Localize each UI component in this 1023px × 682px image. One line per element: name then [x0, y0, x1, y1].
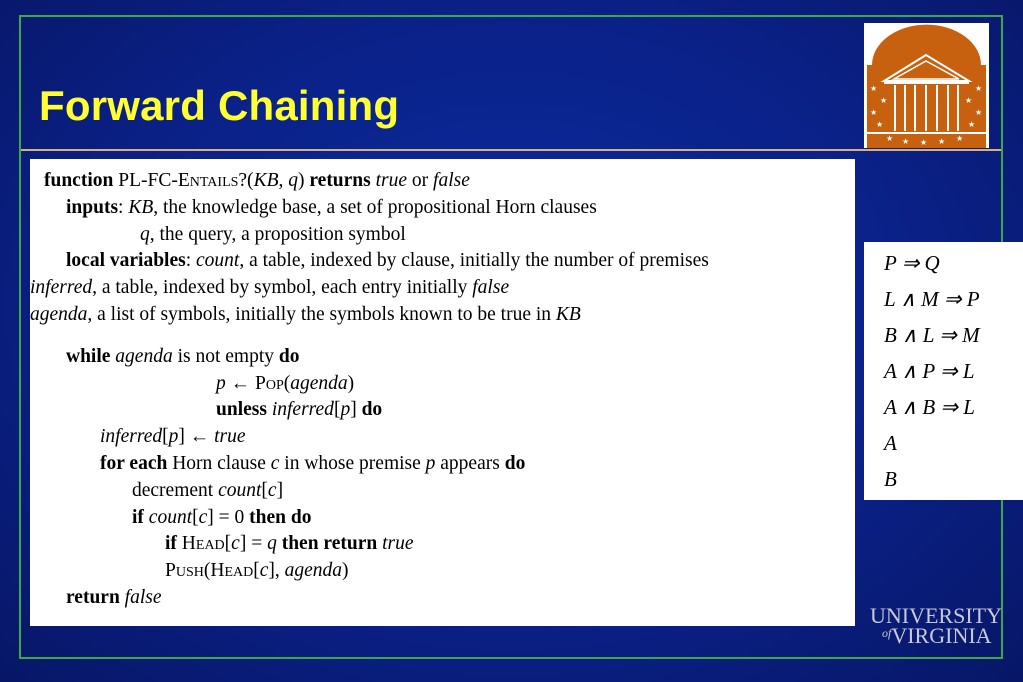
kb-clause: L ∧ M ⇒ P — [884, 287, 980, 311]
kb-clause: B — [884, 467, 897, 491]
algorithm-token: , a table, indexed by symbol, each entry initially — [92, 277, 473, 299]
algorithm-token: ] — [276, 479, 284, 501]
algorithm-line — [140, 224, 406, 246]
title-divider — [21, 149, 1001, 151]
algorithm-token: count — [218, 479, 262, 501]
uva-wordmark-line1: UNIVERSITY — [870, 603, 1002, 628]
algorithm-line — [30, 277, 509, 299]
algorithm-token: appears — [435, 453, 505, 474]
svg-text:★: ★ — [975, 84, 983, 93]
algorithm-token: ush — [175, 560, 204, 582]
algorithm-token: , a list of symbols, initially the symbols known to be true in — [87, 304, 556, 325]
algorithm-token: returns — [309, 170, 371, 191]
algorithm-token: [ — [162, 426, 169, 448]
algorithm-token: do — [504, 453, 526, 474]
svg-text:★: ★ — [902, 137, 910, 146]
algorithm-token: , a table, indexed by clause, initially the number of premises — [239, 250, 709, 272]
algorithm-box — [30, 159, 855, 626]
svg-text:★: ★ — [938, 137, 946, 146]
algorithm-token: ntails — [189, 170, 239, 191]
algorithm-token: c — [270, 453, 280, 474]
algorithm-token: H — [176, 533, 196, 555]
algorithm-token: p — [216, 372, 226, 394]
algorithm-token: local variables — [66, 250, 186, 272]
algorithm-token: (H — [203, 560, 225, 582]
algorithm-line — [216, 373, 354, 395]
algorithm-token: [ — [333, 399, 341, 421]
algorithm-token: ] ← — [178, 426, 215, 448]
algorithm-token: c — [267, 479, 277, 501]
algorithm-token: KB — [555, 304, 581, 325]
algorithm-line — [100, 453, 525, 475]
algorithm-token: function — [44, 170, 114, 191]
svg-text:★: ★ — [920, 138, 928, 147]
rotunda-logo — [864, 23, 989, 148]
algorithm-token: false — [472, 277, 510, 299]
algorithm-line — [100, 426, 246, 448]
algorithm-token: ( — [283, 372, 291, 394]
algorithm-token: ] = 0 — [207, 506, 250, 528]
svg-text:★: ★ — [880, 96, 888, 105]
algorithm-token: PL-FC-E — [113, 170, 190, 191]
algorithm-token: Horn clause — [167, 453, 271, 474]
algorithm-token: agenda — [115, 345, 173, 367]
algorithm-token: agenda — [30, 304, 88, 325]
algorithm-line — [66, 587, 162, 609]
uva-wordmark-virginia: VIRGINIA — [891, 623, 992, 648]
algorithm-token: true — [214, 426, 246, 448]
algorithm-token: ] — [350, 399, 362, 421]
algorithm-line — [66, 250, 709, 272]
algorithm-token: count — [148, 506, 193, 528]
algorithm-token: ], — [268, 560, 285, 582]
algorithm-token: ) — [342, 560, 349, 582]
algorithm-token: q — [267, 533, 277, 555]
algorithm-token: do — [278, 345, 300, 367]
algorithm-token: ead — [224, 560, 254, 582]
algorithm-line — [66, 197, 597, 219]
algorithm-token: , the query, a proposition symbol — [149, 223, 406, 245]
algorithm-token: KB — [253, 170, 279, 191]
algorithm-token: return — [66, 587, 120, 608]
algorithm-line — [165, 560, 349, 582]
algorithm-token: KB — [128, 196, 154, 218]
algorithm-token: : — [118, 196, 129, 218]
algorithm-token: then do — [249, 506, 312, 528]
algorithm-line — [44, 170, 470, 192]
kb-clause: A ∧ P ⇒ L — [884, 359, 975, 383]
svg-text:★: ★ — [968, 120, 976, 129]
algorithm-token: q — [288, 170, 298, 191]
algorithm-token: p — [168, 426, 179, 448]
algorithm-line — [66, 346, 299, 368]
algorithm-token: unless — [216, 399, 267, 421]
svg-text:★: ★ — [956, 134, 964, 143]
svg-text:★: ★ — [975, 108, 983, 117]
algorithm-token: c — [198, 506, 208, 528]
svg-text:★: ★ — [870, 108, 878, 117]
algorithm-token: for each — [100, 453, 168, 474]
algorithm-token: inferred — [271, 399, 334, 421]
algorithm-token: ?( — [238, 170, 254, 191]
algorithm-token: [ — [192, 506, 199, 528]
algorithm-token: inferred — [100, 426, 163, 448]
algorithm-token: : — [185, 250, 196, 272]
svg-text:★: ★ — [886, 134, 894, 143]
algorithm-token: decrement — [132, 479, 219, 501]
algorithm-token: ) — [297, 170, 310, 191]
algorithm-token: , the knowledge base, a set of propositional Horn clauses — [153, 196, 597, 218]
algorithm-line — [216, 399, 382, 421]
algorithm-token: false — [433, 170, 470, 191]
algorithm-token: c — [231, 533, 240, 555]
kb-clause: A ∧ B ⇒ L — [884, 395, 975, 419]
algorithm-token: count — [196, 250, 240, 272]
algorithm-token: if — [132, 506, 144, 528]
kb-clause: A — [884, 431, 897, 455]
algorithm-token: false — [124, 587, 162, 608]
uva-wordmark-line2 — [882, 623, 992, 649]
algorithm-token: true — [375, 170, 408, 191]
algorithm-token: p — [340, 399, 351, 421]
algorithm-line — [132, 480, 283, 502]
algorithm-token: p — [425, 453, 436, 474]
algorithm-token: P — [165, 560, 176, 582]
algorithm-token: agenda — [284, 560, 343, 582]
algorithm-token: ) — [347, 372, 355, 394]
algorithm-token: if — [165, 533, 177, 555]
algorithm-token: inferred — [30, 277, 93, 299]
svg-text:★: ★ — [965, 96, 973, 105]
slide-title: Forward Chaining — [39, 82, 400, 129]
uva-wordmark-of: of — [882, 626, 892, 640]
algorithm-token: agenda — [290, 372, 348, 394]
algorithm-line — [30, 304, 581, 326]
kb-clause: B ∧ L ⇒ M — [884, 323, 980, 347]
algorithm-token: then return — [281, 533, 378, 555]
algorithm-line — [165, 533, 414, 555]
svg-text:★: ★ — [870, 84, 878, 93]
algorithm-token: [ — [261, 479, 268, 501]
algorithm-token: ] = — [239, 533, 268, 555]
algorithm-token: ead — [195, 533, 225, 555]
algorithm-token: in whose premise — [279, 453, 426, 474]
algorithm-token: [ — [224, 533, 232, 555]
algorithm-token: inputs — [66, 196, 119, 218]
algorithm-token: true — [382, 533, 414, 555]
algorithm-token: do — [361, 399, 383, 421]
kb-clause: P ⇒ Q — [884, 251, 940, 275]
algorithm-token: is not empty — [172, 345, 279, 367]
algorithm-token: [ — [253, 560, 260, 582]
algorithm-token: or — [407, 170, 434, 191]
svg-text:★: ★ — [876, 120, 884, 129]
algorithm-token: c — [259, 560, 269, 582]
algorithm-token: while — [66, 345, 111, 367]
algorithm-token: ← P — [225, 372, 266, 394]
algorithm-token: q — [140, 223, 150, 245]
algorithm-line — [132, 507, 311, 529]
rotunda-icon — [864, 23, 989, 148]
knowledge-base-box — [864, 242, 1023, 500]
algorithm-token: op — [265, 372, 284, 394]
algorithm-token: , — [278, 170, 289, 191]
